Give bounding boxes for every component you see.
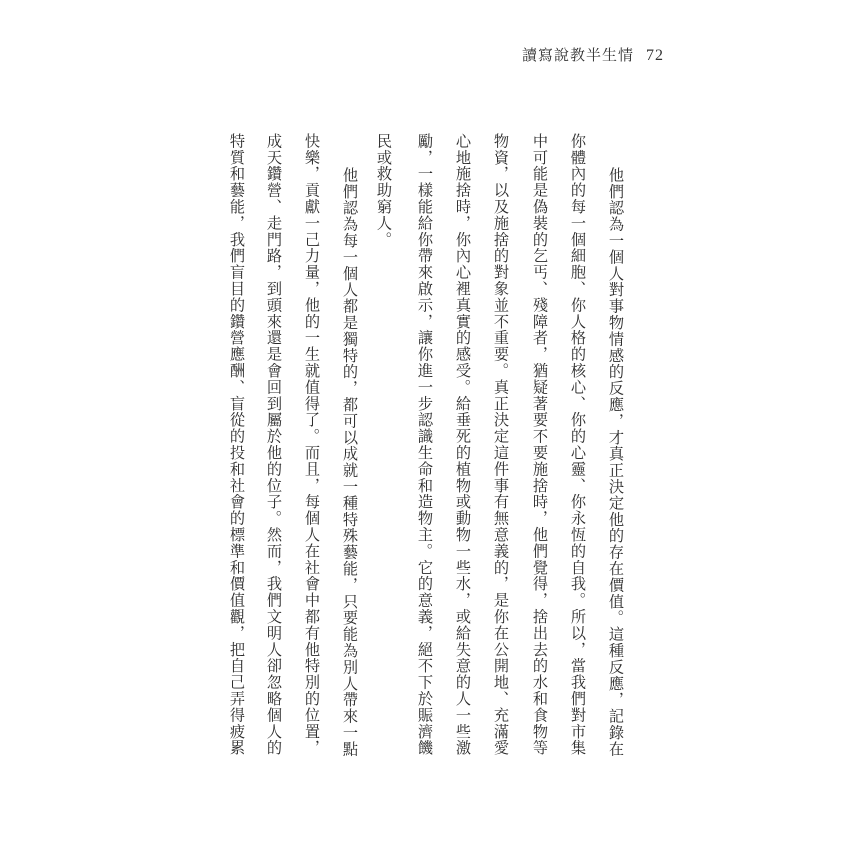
text-column-10: 成天鑽營、走門路，到頭來還是會回到屬於他的位子。然而，我們文明人卻忽略個人的 <box>265 133 283 757</box>
text-column-3: 中可能是偽裝的乞丐、殘障者，猶疑著要不要施捨時，他們覺得，捨出去的水和食物等 <box>531 133 549 757</box>
running-header <box>522 44 664 65</box>
text-column-5: 心地施捨時，你內心裡真實的感受。給垂死的植物或動物一些水，或給失意的人一些激 <box>454 133 472 757</box>
text-column-2: 你體內的每一個細胞、你人格的核心、你的心靈、你永恆的自我。所以，當我們對市集 <box>569 133 587 757</box>
page-number: 72 <box>646 47 664 64</box>
book-title: 讀寫說教半生情 <box>521 46 634 64</box>
text-column-6: 勵，一樣能給你帶來啟示，讓你進一步認識生命和造物主。它的意義，絕不下於賑濟饑 <box>416 133 434 757</box>
text-column-8: 他們認為每一個人都是獨特的，都可以成就一種特殊藝能，只要能為別人帶來一點 <box>341 167 359 758</box>
text-column-1: 他們認為一個人對事物情感的反應，才真正決定他的存在價值。這種反應，記錄在 <box>607 167 625 758</box>
text-column-4: 物資，以及施捨的對象並不重要。真正決定這件事有無意義的，是你在公開地、充滿愛 <box>492 133 510 757</box>
text-column-11: 特質和藝能，我們盲目的鑽營應酬、盲從的投和社會的標準和價值觀，把自己弄得疲累 <box>228 133 246 757</box>
text-column-9: 快樂，貢獻一己力量，他的一生就值得了。而且，每個人在社會中都有他特別的位置， <box>303 133 321 757</box>
text-column-7: 民或救助窮人。 <box>375 133 393 248</box>
